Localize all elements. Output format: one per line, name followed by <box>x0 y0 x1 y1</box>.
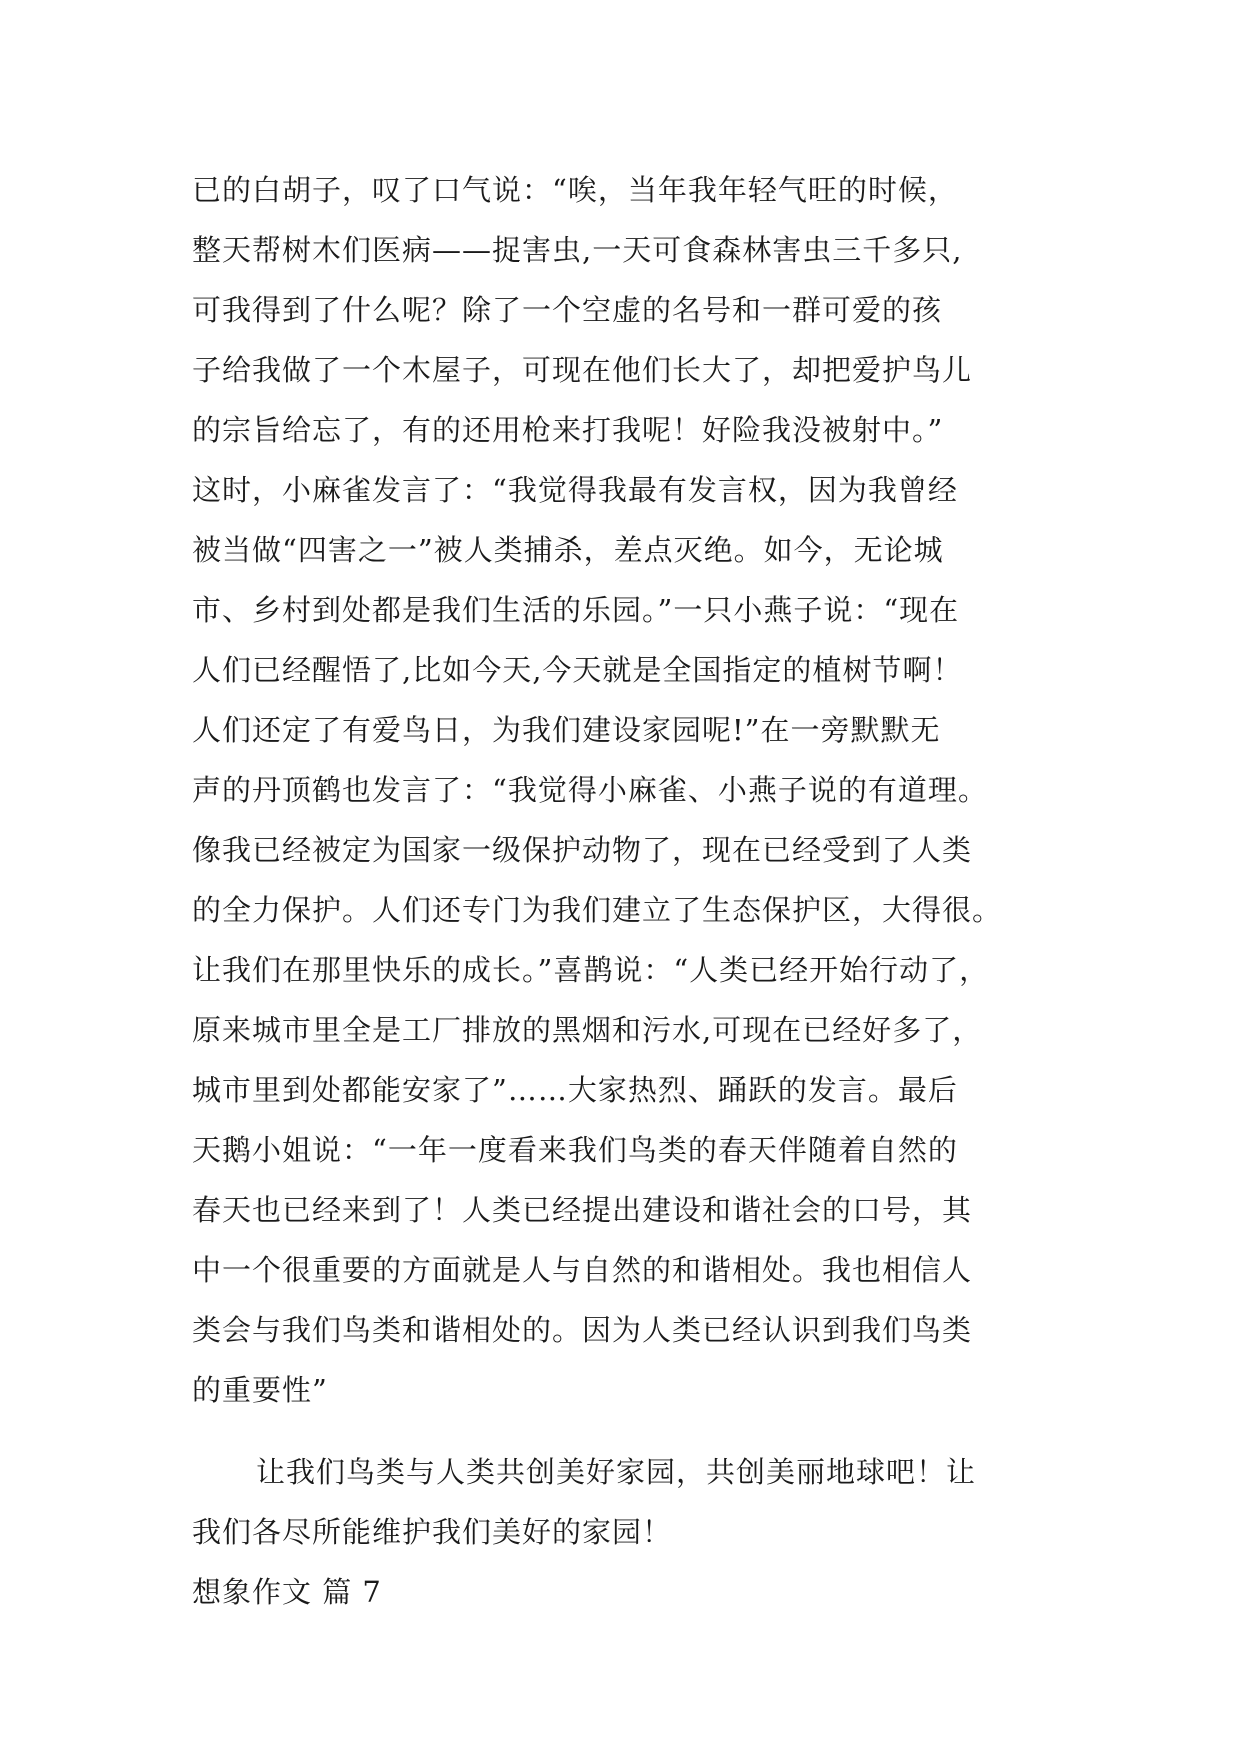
paragraph-2 <box>192 1442 1092 1562</box>
text-line: 原来城市里全是工厂排放的黑烟和污水,可现在已经好多了， <box>192 1013 983 1047</box>
text-line: 的宗旨给忘了，有的还用枪来打我呢！好险我没被射中。” <box>192 413 944 447</box>
text-line: 被当做“四害之一”被人类捕杀，差点灭绝。如今，无论城 <box>192 533 944 567</box>
text-line: 让我们鸟类与人类共创美好家园，共创美丽地球吧！让 <box>256 1455 977 1489</box>
text-line: 中一个很重要的方面就是人与自然的和谐相处。我也相信人 <box>192 1253 973 1287</box>
text-line: 类会与我们鸟类和谐相处的。因为人类已经认识到我们鸟类 <box>192 1313 973 1347</box>
text-line: 整天帮树木们医病——捉害虫,一天可食森林害虫三千多只, <box>192 233 963 267</box>
text-line: 城市里到处都能安家了”……大家热烈、踊跃的发言。最后 <box>192 1073 958 1107</box>
text-line: 可我得到了什么呢？除了一个空虚的名号和一群可爱的孩 <box>192 293 943 327</box>
section-heading: 想象作文 篇 7 <box>192 1575 382 1609</box>
text-line: 我们各尽所能维护我们美好的家园！ <box>192 1515 673 1549</box>
text-line: 人们还定了有爱鸟日，为我们建设家园呢!”在一旁默默无 <box>192 713 941 747</box>
text-line: 像我已经被定为国家一级保护动物了，现在已经受到了人类 <box>192 833 973 867</box>
paragraph-1 <box>192 160 1092 1420</box>
text-line: 子给我做了一个木屋子，可现在他们长大了，却把爱护鸟儿 <box>192 353 973 387</box>
text-line: 已的白胡子，叹了口气说：“唉，当年我年轻气旺的时候， <box>192 173 958 207</box>
text-line: 让我们在那里快乐的成长。”喜鹊说：“人类已经开始行动了， <box>192 953 990 987</box>
text-line: 这时，小麻雀发言了：“我觉得我最有发言权，因为我曾经 <box>192 473 958 507</box>
text-line: 市、乡村到处都是我们生活的乐园。”一只小燕子说：“现在 <box>192 593 960 627</box>
text-line: 的重要性” <box>192 1373 328 1407</box>
text-line: 人们已经醒悟了,比如今天,今天就是全国指定的植树节啊！ <box>192 653 963 687</box>
text-line: 的全力保护。人们还专门为我们建立了生态保护区，大得很。 <box>192 893 1003 927</box>
text-line: 声的丹顶鹤也发言了：“我觉得小麻雀、小燕子说的有道理。 <box>192 773 988 807</box>
document-text <box>192 160 1092 1622</box>
text-line: 天鹅小姐说：“一年一度看来我们鸟类的春天伴随着自然的 <box>192 1133 958 1167</box>
paragraph-gap <box>192 1420 1092 1442</box>
text-line: 春天也已经来到了！人类已经提出建设和谐社会的口号，其 <box>192 1193 973 1227</box>
